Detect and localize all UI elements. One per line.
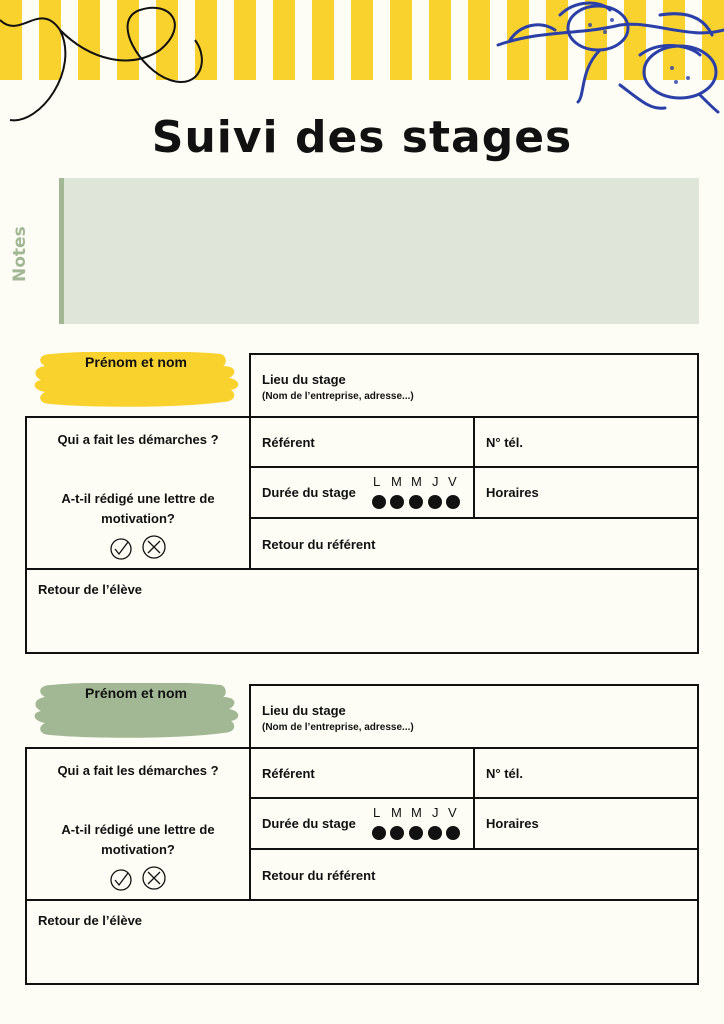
decorative-illustration — [0, 0, 724, 130]
name-label: Prénom et nom — [85, 685, 187, 701]
day-letter-j: J — [432, 474, 439, 489]
tel-field[interactable] — [473, 747, 699, 799]
day-letter-m2: M — [411, 474, 422, 489]
day-dot-v[interactable] — [446, 826, 460, 840]
day-dot-j[interactable] — [428, 495, 442, 509]
horaires-label: Horaires — [486, 816, 539, 831]
lieu-hint: (Nom de l’entreprise, adresse...) — [262, 391, 414, 402]
horaires-field[interactable] — [473, 797, 699, 850]
lieu-label: Lieu du stage — [262, 703, 346, 718]
day-letter-m1: M — [391, 805, 402, 820]
no-cross-icon[interactable] — [141, 534, 167, 560]
day-dot-l[interactable] — [372, 495, 386, 509]
retour-referent-label: Retour du référent — [262, 868, 376, 883]
day-letter-v: V — [448, 474, 457, 489]
retour-eleve-field[interactable] — [25, 568, 699, 654]
horaires-label: Horaires — [486, 485, 539, 500]
internship-card-1 — [0, 352, 724, 652]
lieu-field[interactable] — [249, 684, 699, 749]
retour-referent-label: Retour du référent — [262, 537, 376, 552]
retour-eleve-field[interactable] — [25, 899, 699, 985]
tel-field[interactable] — [473, 416, 699, 468]
day-dot-m1[interactable] — [390, 495, 404, 509]
tel-label: N° tél. — [486, 766, 523, 781]
retour-eleve-label: Retour de l’élève — [38, 582, 143, 597]
day-dot-m2[interactable] — [409, 826, 423, 840]
duree-label: Durée du stage — [262, 485, 356, 500]
day-letter-m2: M — [411, 805, 422, 820]
referent-label: Référent — [262, 435, 315, 450]
day-letter-l: L — [373, 474, 381, 489]
lieu-hint: (Nom de l’entreprise, adresse...) — [262, 722, 414, 733]
yes-check-icon[interactable] — [109, 536, 133, 562]
lieu-field[interactable] — [249, 353, 699, 418]
referent-label: Référent — [262, 766, 315, 781]
yes-check-icon[interactable] — [109, 867, 133, 893]
page-title: Suivi des stages — [151, 112, 573, 163]
demarches-section — [25, 747, 251, 901]
day-letter-l: L — [373, 805, 381, 820]
retour-referent-field[interactable] — [249, 517, 699, 570]
duree-field[interactable] — [249, 466, 475, 519]
notes-label: Notes — [10, 226, 30, 282]
motivation-label-1: A-t-il rédigé une lettre de — [61, 491, 215, 506]
scribble-line — [0, 8, 202, 121]
retour-referent-field[interactable] — [249, 848, 699, 901]
duree-field[interactable] — [249, 797, 475, 850]
name-label: Prénom et nom — [85, 354, 187, 370]
notes-area[interactable] — [64, 178, 699, 324]
no-cross-icon[interactable] — [141, 865, 167, 891]
day-letter-j: J — [432, 805, 439, 820]
motivation-label-2: motivation? — [101, 842, 175, 857]
day-dot-v[interactable] — [446, 495, 460, 509]
day-letter-v: V — [448, 805, 457, 820]
horaires-field[interactable] — [473, 466, 699, 519]
day-dot-j[interactable] — [428, 826, 442, 840]
motivation-label-2: motivation? — [101, 511, 175, 526]
day-dot-l[interactable] — [372, 826, 386, 840]
retour-eleve-label: Retour de l’élève — [38, 913, 143, 928]
day-dot-m2[interactable] — [409, 495, 423, 509]
tel-label: N° tél. — [486, 435, 523, 450]
duree-label: Durée du stage — [262, 816, 356, 831]
referent-field[interactable] — [249, 747, 475, 799]
demarches-label: Qui a fait les démarches ? — [57, 432, 219, 447]
internship-card-2 — [0, 683, 724, 983]
demarches-label: Qui a fait les démarches ? — [57, 763, 219, 778]
day-dot-m1[interactable] — [390, 826, 404, 840]
demarches-section — [25, 416, 251, 570]
referent-field[interactable] — [249, 416, 475, 468]
day-letter-m1: M — [391, 474, 402, 489]
motivation-label-1: A-t-il rédigé une lettre de — [61, 822, 215, 837]
lieu-label: Lieu du stage — [262, 372, 346, 387]
